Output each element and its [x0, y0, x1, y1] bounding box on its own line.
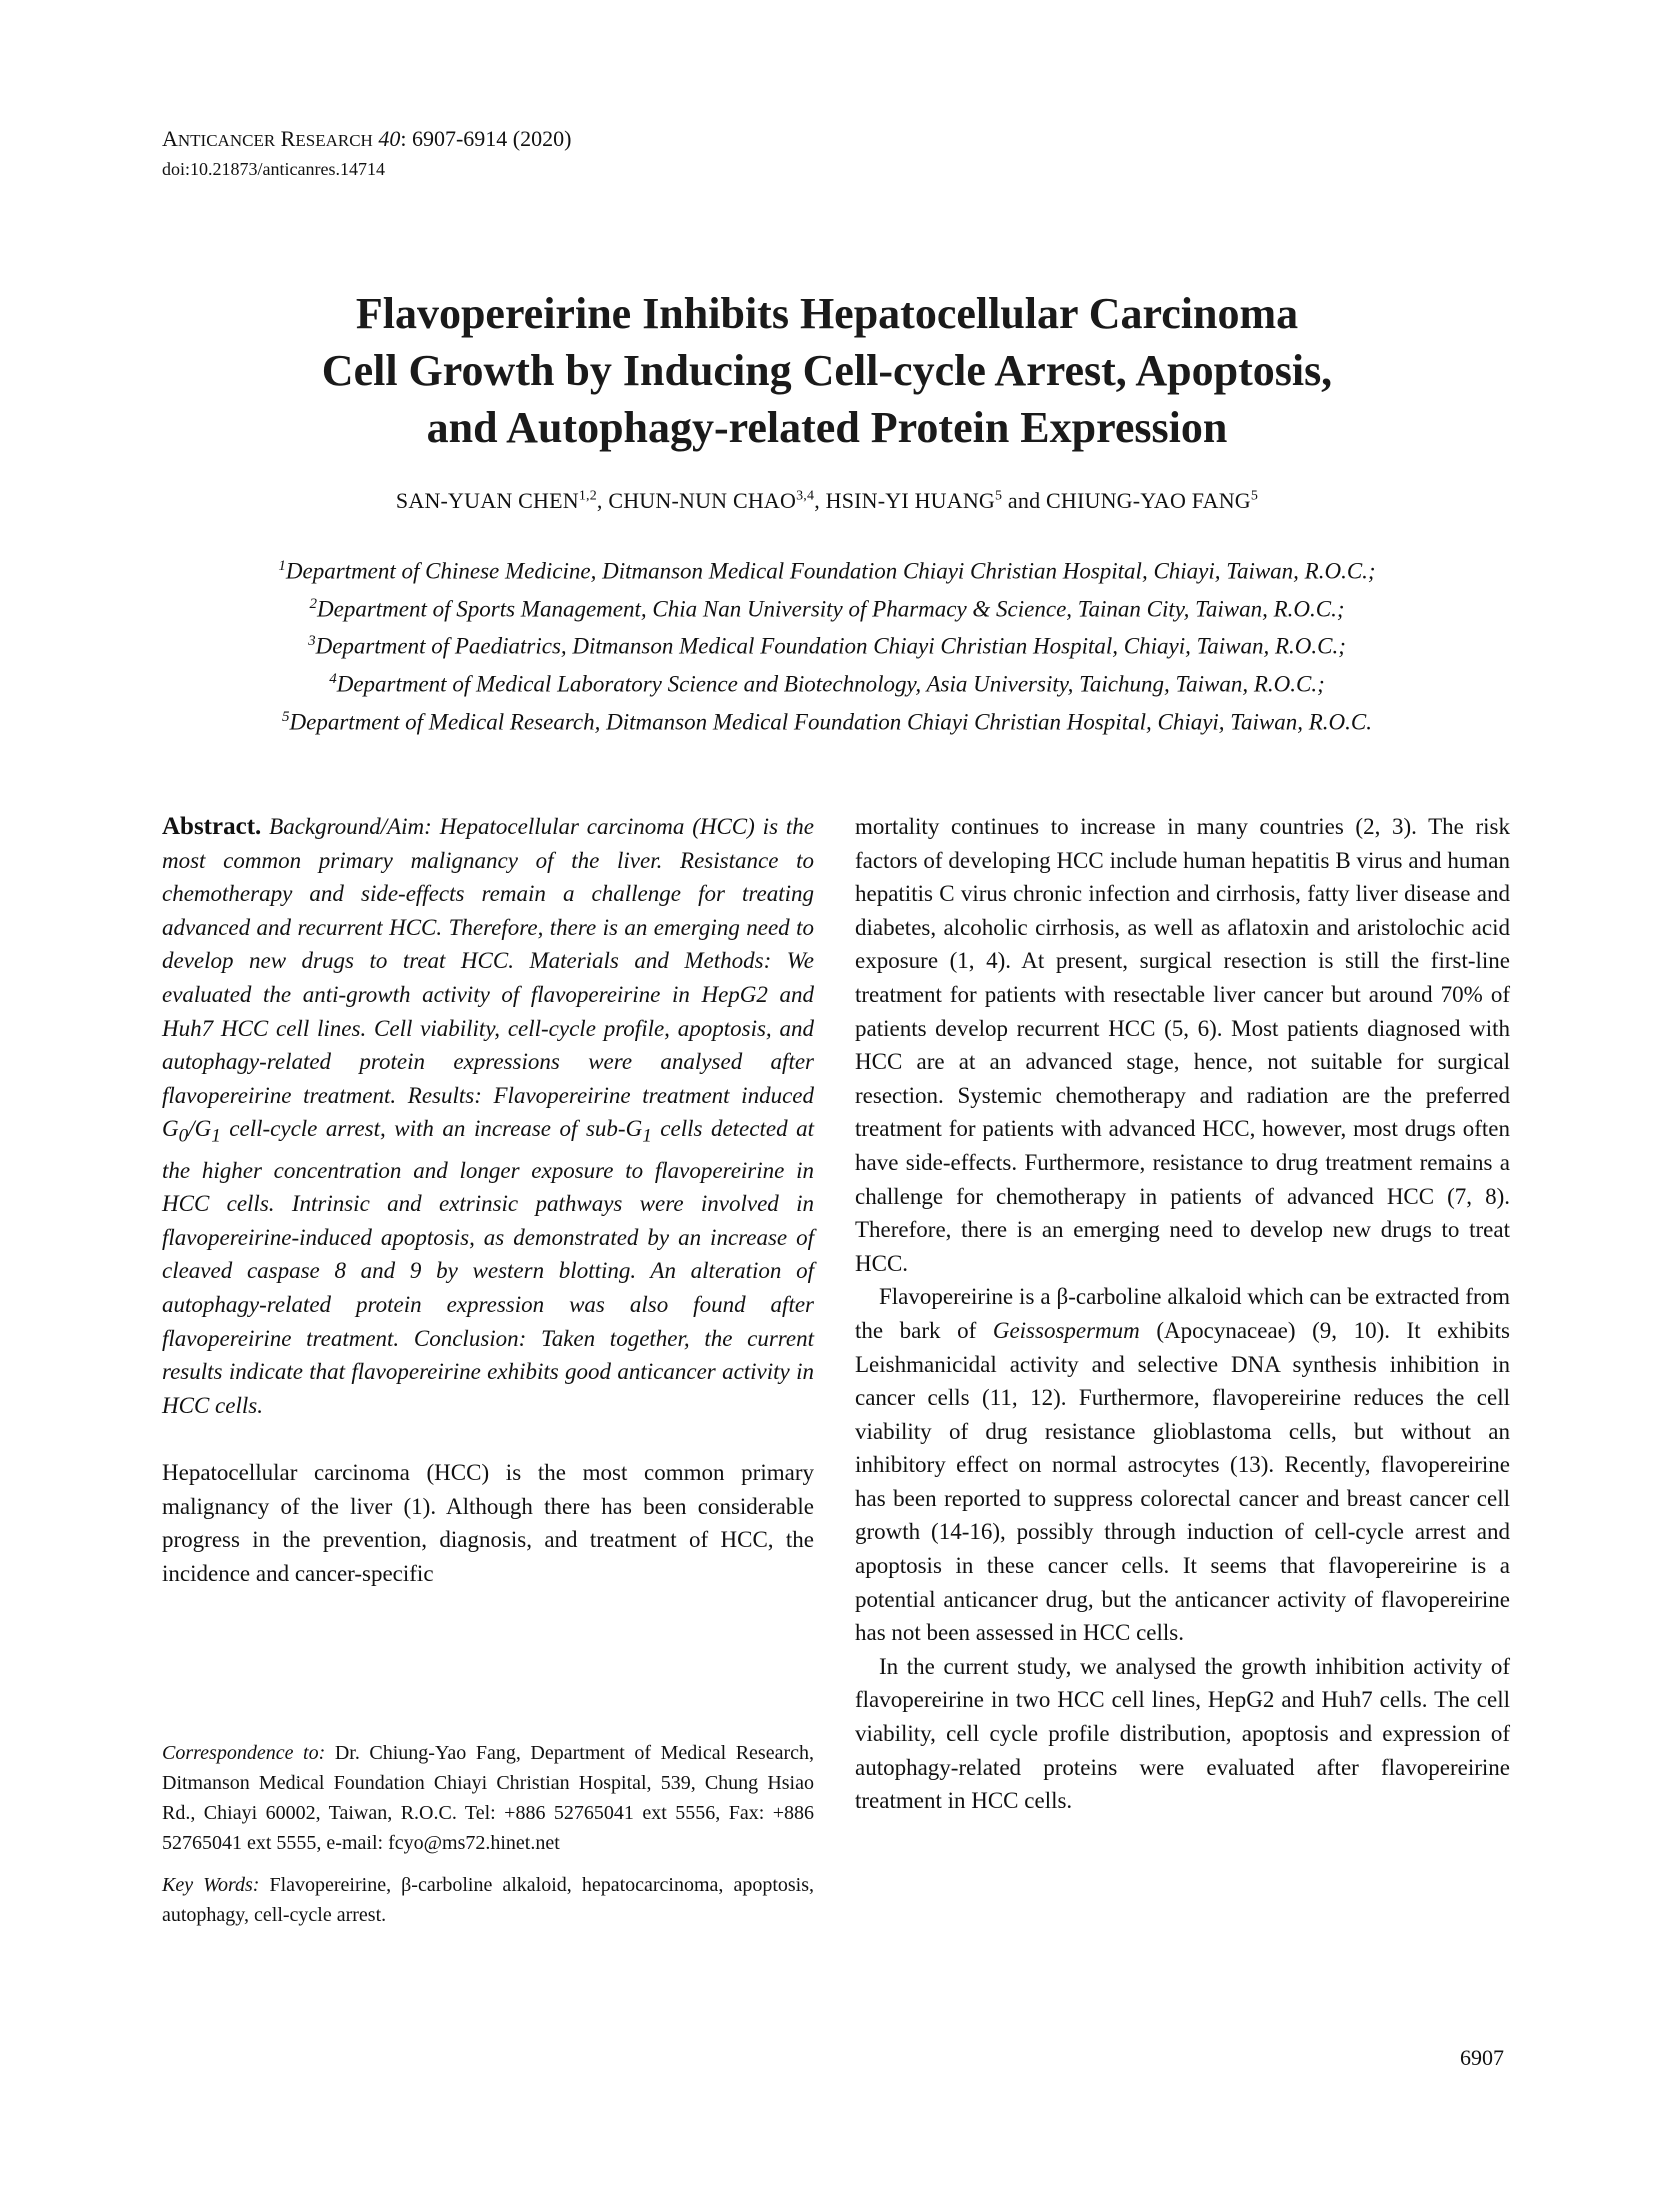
- article-title: Flavopereirine Inhibits Hepatocellular Carcinoma Cell Growth by Inducing Cell-cycle Arrest, Apoptosis, and Autophagy-related Protein Expression: [321, 289, 1333, 452]
- doi: doi:10.21873/anticanres.14714: [162, 159, 385, 179]
- affiliation-2: $^2$Department of Sports Management, Chia Nan University of Pharmacy & Science, Tainan City, Taiwan, R.O.C.;: [309, 595, 1345, 622]
- affiliations: [0, 550, 1654, 738]
- affiliation-5: $^5$Department of Medical Research, Ditmanson Medical Foundation Chiayi Christian Hospital, Chiayi, Taiwan, R.O.C.: [282, 708, 1372, 735]
- journal-header: [162, 124, 571, 184]
- journal-citation: ANTICANCER RESEARCH 40: 6907-6914 (2020): [162, 126, 572, 151]
- affiliation-3: $^3$Department of Paediatrics, Ditmanson Medical Foundation Chiayi Christian Hospital, Chiayi, Taiwan, R.O.C.;: [308, 633, 1346, 659]
- correspondence-note: Correspondence to: Dr. Chiung-Yao Fang, Department of Medical Research, Ditmanson Medical Foundation Chiayi Christian Hospital, 539, Chung Hsiao Rd., Chiayi 60002, Taiwan, R.O.C. Tel: +886 52765041 ext 5556, Fax: +886 52765041 ext 5555, e-mail: fcyo@ms72.hinet.net: [162, 1742, 814, 1854]
- keywords-note: Key Words: Flavopereirine, β-carboline alkaloid, hepatocarcinoma, apoptosis, autophagy, cell-cycle arrest.: [162, 1874, 815, 1926]
- abstract: Abstract. Background/Aim: Hepatocellular carcinoma (HCC) is the most common primary malignancy of the liver. Resistance to chemotherapy and side-effects remain a challenge for treating advanced and recurrent HCC. Therefore, there is an emerging need to develop new drugs to treat HCC. Materials and Methods: We evaluated the anti-growth activity of flavopereirine in HepG2 and Huh7 HCC cell lines. Cell viability, cell-cycle profile, apoptosis, and autophagy-related protein expressions were analysed after flavopereirine treatment. Results: Flavopereirine treatment induced $G_0/G_1$ cell-cycle arrest, with an increase of sub-$G_1$ cells detected at the higher concentration and longer exposure to flavopereirine in HCC cells. Intrinsic and extrinsic pathways were involved in flavopereirine-induced apoptosis, as demonstrated by an increase of cleaved caspase 8 and 9 by western blotting. An alteration of autophagy-related protein expression was also found after flavopereirine treatment. Conclusion: Taken together, the current results indicate that flavopereirine exhibits good anticancer activity in HCC cells.: [162, 813, 814, 1418]
- left-column: [162, 810, 814, 1591]
- abstract-heading: Abstract.: [162, 813, 262, 840]
- page-number: 6907: [1460, 2045, 1504, 2070]
- journal-volume: 40: [378, 126, 401, 151]
- journal-pages: : 6907-6914 (2020): [400, 126, 572, 151]
- intro-paragraph-2: Flavopereirine is a β-carboline alkaloid which can be extracted from the bark of Geissospermum (Apocynaceae) (9, 10). It exhibits Leishmanicidal activity and selective DNA synthesis inhibition in cancer cells (11, 12). Furthermore, flavopereirine reduces the cell viability of drug resistance glioblastoma cells, but without an inhibitory effect on normal astrocytes (13). Recently, flavopereirine has been reported to suppress colorectal cancer and breast cancer cell growth (14-16), possibly through induction of cell-cycle arrest and apoptosis in these cancer cells. It seems that flavopereirine is a potential anticancer drug, but the anticancer activity of flavopereirine has not been assessed in HCC cells.: [855, 1284, 1510, 1646]
- intro-paragraph-3: In the current study, we analysed the growth inhibition activity of flavopereirine in two HCC cell lines, HepG2 and Huh7 cells. The cell viability, cell cycle profile distribution, apoptosis and expression of autophagy-related proteins were evaluated after flavopereirine treatment in HCC cells.: [855, 1653, 1510, 1814]
- affiliation-4: $^4$Department of Medical Laboratory Science and Biotechnology, Asia University, Taichung, Taiwan, R.O.C.;: [329, 670, 1325, 697]
- author-list: SAN-YUAN CHEN$^{1,2}$, CHUN-NUN CHAO$^{3,4}$, HSIN-YI HUANG$^5$ and CHIUNG-YAO FANG$^5$: [395, 488, 1259, 513]
- intro-paragraph-left: Hepatocellular carcinoma (HCC) is the most common primary malignancy of the liver (1). Although there has been considerable progress in the prevention, diagnosis, and treatment of HCC, the incidence and cancer-specific: [162, 1460, 814, 1587]
- right-column: [855, 810, 1510, 1818]
- intro-paragraph-1: mortality continues to increase in many countries (2, 3). The risk factors of developing HCC include human hepatitis B virus and human hepatitis C virus chronic infection and cirrhosis, fatty liver disease and diabetes, alcoholic cirrhosis, as well as aflatoxin and aristolochic acid exposure (1, 4). At present, surgical resection is still the first-line treatment for patients with resectable liver cancer but around 70% of patients develop recurrent HCC (5, 6). Most patients diagnosed with HCC are at an advanced stage, hence, not suitable for surgical resection. Systemic chemotherapy and radiation are the preferred treatment for patients with advanced HCC, however, most drugs often have side-effects. Furthermore, resistance to drug treatment remains a challenge for chemotherapy in patients of advanced HCC (7, 8). Therefore, there is an emerging need to develop new drugs to treat HCC.: [855, 814, 1510, 1276]
- affiliation-1: $^1$Department of Chinese Medicine, Ditmanson Medical Foundation Chiayi Christian Hospital, Chiayi, Taiwan, R.O.C.;: [278, 558, 1376, 584]
